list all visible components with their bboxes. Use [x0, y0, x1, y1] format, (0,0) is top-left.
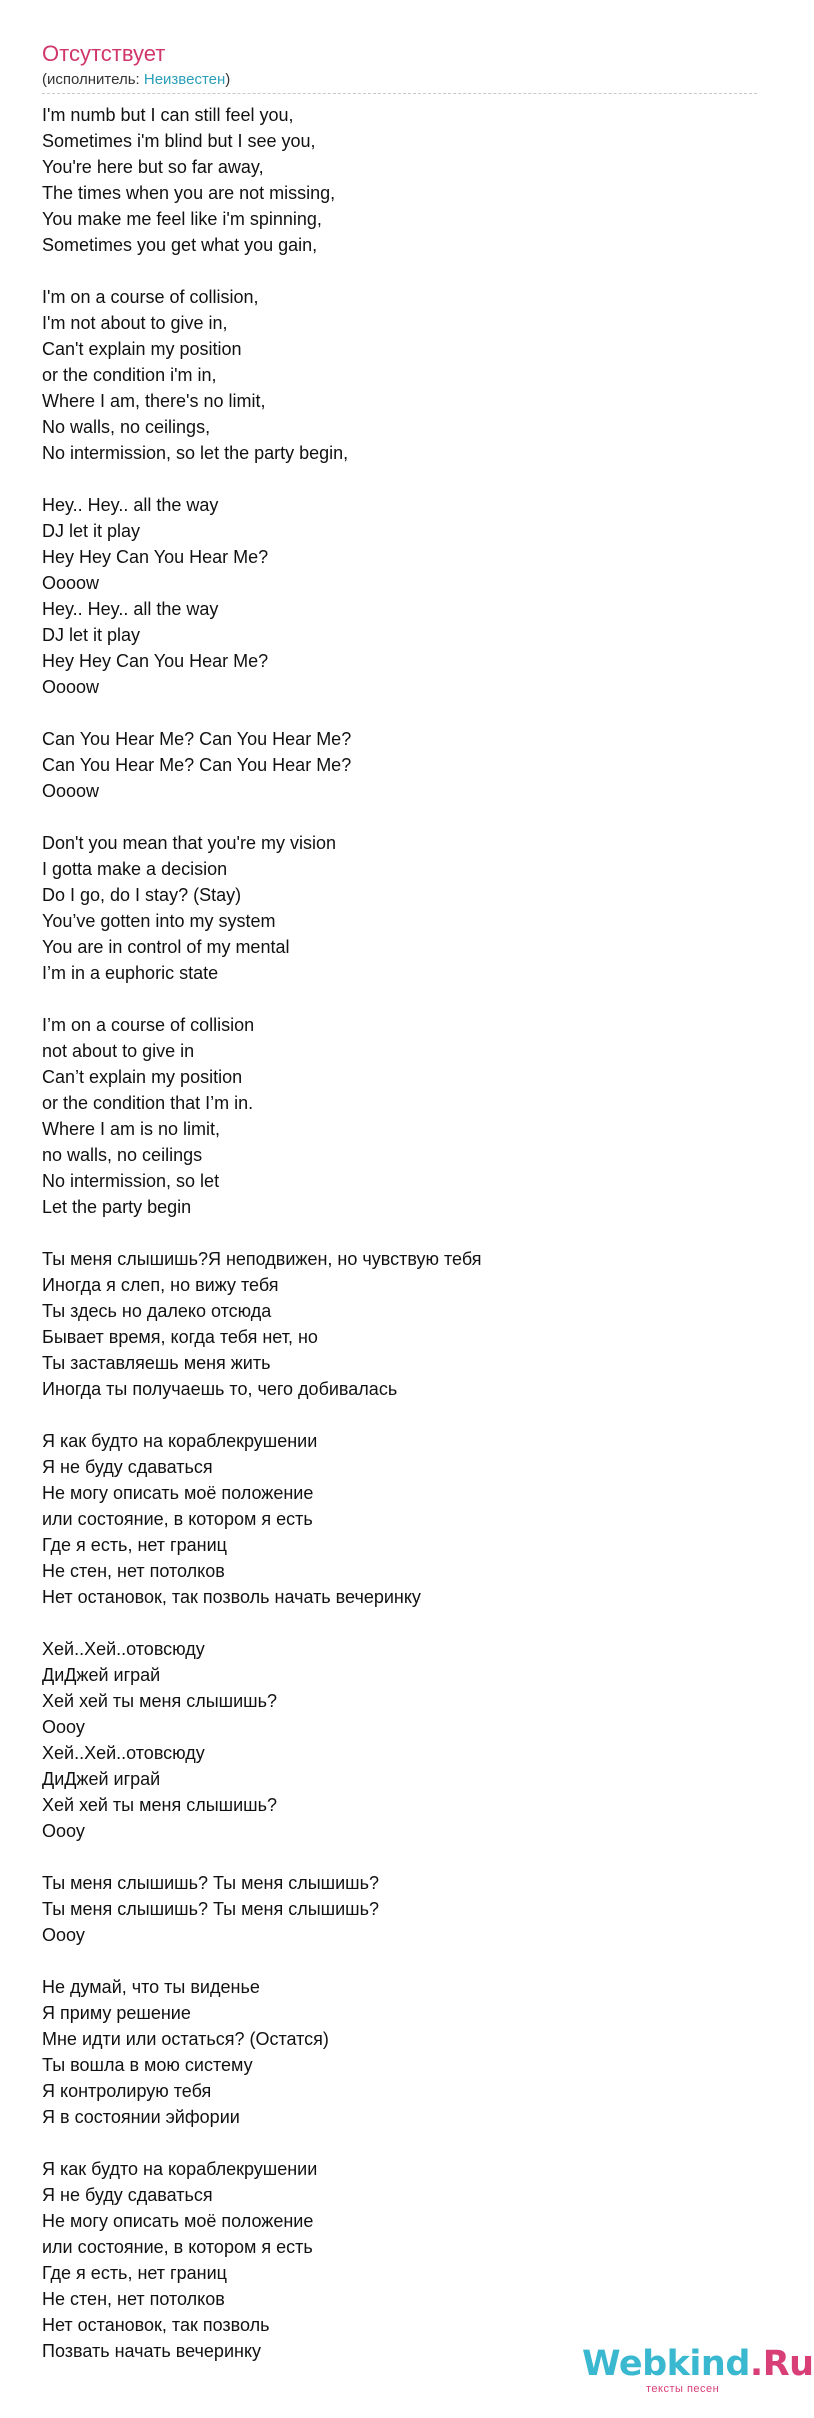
lyrics-stanza [42, 726, 762, 804]
lyrics-body [42, 102, 762, 2390]
lyric-line: No intermission, so let the party begin, [42, 443, 349, 463]
lyrics-stanza [42, 1012, 762, 1220]
lyric-line: I’m on a course of collision [42, 1015, 255, 1035]
lyric-line: I'm not about to give in, [42, 313, 228, 333]
lyric-line: Я контролирую тебя [42, 2081, 212, 2101]
lyric-line: Sometimes you get what you gain, [42, 235, 318, 255]
lyric-line: Хей..Хей..отовсюду [42, 1639, 205, 1659]
lyric-line: Ты меня слышишь? Ты меня слышишь? [42, 1873, 379, 1893]
lyric-line: not about to give in [42, 1041, 195, 1061]
lyric-line: Я как будто на кораблекрушении [42, 2159, 318, 2179]
lyric-line: Where I am, there's no limit, [42, 391, 266, 411]
lyric-line: Позвать начать вечеринку [42, 2341, 262, 2361]
lyrics-stanza [42, 1974, 762, 2130]
lyric-line: Hey.. Hey.. all the way [42, 599, 219, 619]
logo-tld: .Ru [749, 2344, 814, 2384]
logo-tagline: тексты песен [646, 2383, 720, 2395]
lyric-line: Do I go, do I stay? (Stay) [42, 885, 242, 905]
artist-suffix: ) [225, 71, 231, 88]
lyric-line: Where I am is no limit, [42, 1119, 221, 1139]
lyric-line: или состояние, в котором я есть [42, 1509, 313, 1529]
lyrics-stanza [42, 1246, 762, 1402]
lyric-line: Ты вошла в мою систему [42, 2055, 253, 2075]
lyric-line: Ты заставляешь меня жить [42, 1353, 271, 1373]
lyric-line: Don't you mean that you're my vision [42, 833, 337, 853]
lyric-line: No walls, no ceilings, [42, 417, 211, 437]
lyric-line: I’m in a euphoric state [42, 963, 219, 983]
lyric-line: Нет остановок, так позволь [42, 2315, 270, 2335]
lyrics-stanza [42, 830, 762, 986]
lyric-line: Hey Hey Can You Hear Me? [42, 547, 269, 567]
lyric-line: Can’t explain my position [42, 1067, 243, 1087]
artist-prefix: (исполнитель: [42, 71, 144, 88]
lyric-line: Бывает время, когда тебя нет, но [42, 1327, 318, 1347]
lyric-line: I'm numb but I can still feel you, [42, 105, 294, 125]
lyric-line: DJ let it play [42, 521, 141, 541]
lyric-line: Я не буду сдаваться [42, 2185, 213, 2205]
lyric-line: You are in control of my mental [42, 937, 290, 957]
artist-line [42, 71, 230, 89]
lyric-line: Мне идти или остаться? (Остатся) [42, 2029, 329, 2049]
lyric-line: I gotta make a decision [42, 859, 228, 879]
lyric-line: Я не буду сдаваться [42, 1457, 213, 1477]
lyric-line: Я приму решение [42, 2003, 191, 2023]
lyric-line: Can You Hear Me? Can You Hear Me? [42, 729, 352, 749]
lyric-line: I'm on a course of collision, [42, 287, 259, 307]
lyric-line: Ты меня слышишь?Я неподвижен, но чувствую тебя [42, 1249, 482, 1269]
lyric-line: Can You Hear Me? Can You Hear Me? [42, 755, 352, 775]
lyric-line: ДиДжей играй [42, 1769, 161, 1789]
lyric-line: Hey Hey Can You Hear Me? [42, 651, 269, 671]
lyrics-stanza [42, 492, 762, 700]
lyric-line: You make me feel like i'm spinning, [42, 209, 322, 229]
lyric-line: Я в состоянии эйфории [42, 2107, 240, 2127]
lyric-line: Оооу [42, 1821, 85, 1841]
lyrics-stanza [42, 2156, 762, 2364]
lyric-line: Ты меня слышишь? Ты меня слышишь? [42, 1899, 379, 1919]
lyric-line: Хей..Хей..отовсюду [42, 1743, 205, 1763]
lyric-line: или состояние, в котором я есть [42, 2237, 313, 2257]
lyrics-stanza [42, 1428, 762, 1610]
artist-link[interactable]: Неизвестен [143, 71, 226, 88]
lyrics-stanza [42, 284, 762, 466]
lyric-line: Can't explain my position [42, 339, 242, 359]
lyric-line: Не могу описать моё положение [42, 1483, 314, 1503]
lyric-line: Не стен, нет потолков [42, 2289, 225, 2309]
logo-wordmark [582, 2344, 814, 2384]
lyric-line: Oooow [42, 573, 100, 593]
lyric-line: Оооу [42, 1717, 85, 1737]
lyric-line: You're here but so far away, [42, 157, 264, 177]
lyric-line: Let the party begin [42, 1197, 192, 1217]
lyric-line: Не думай, что ты виденье [42, 1977, 260, 1997]
lyric-line: or the condition i'm in, [42, 365, 217, 385]
lyric-line: Хей хей ты меня слышишь? [42, 1795, 277, 1815]
site-logo[interactable] [582, 2344, 814, 2398]
lyric-line: Иногда ты получаешь то, чего добивалась [42, 1379, 398, 1399]
lyric-line: Ты здесь но далеко отсюда [42, 1301, 272, 1321]
lyric-line: Sometimes i'm blind but I see you, [42, 131, 316, 151]
logo-brand: Webkind [582, 2344, 750, 2384]
lyric-line: Я как будто на кораблекрушении [42, 1431, 318, 1451]
lyric-line: Нет остановок, так позволь начать вечеринку [42, 1587, 421, 1607]
lyric-line: No intermission, so let [42, 1171, 220, 1191]
page-title: Отсутствует [42, 41, 166, 66]
lyrics-stanza [42, 1870, 762, 1948]
lyric-line: Не могу описать моё положение [42, 2211, 314, 2231]
lyric-line: no walls, no ceilings [42, 1145, 203, 1165]
lyric-line: Оооу [42, 1925, 85, 1945]
lyric-line: ДиДжей играй [42, 1665, 161, 1685]
lyric-line: Иногда я слеп, но вижу тебя [42, 1275, 279, 1295]
lyrics-stanza [42, 1636, 762, 1844]
lyric-line: Где я есть, нет границ [42, 1535, 227, 1555]
lyric-line: Где я есть, нет границ [42, 2263, 227, 2283]
lyric-line: The times when you are not missing, [42, 183, 336, 203]
lyric-line: Oooow [42, 677, 100, 697]
divider [42, 93, 757, 94]
lyrics-stanza [42, 102, 762, 258]
lyric-line: or the condition that I’m in. [42, 1093, 254, 1113]
lyric-line: Hey.. Hey.. all the way [42, 495, 219, 515]
lyric-line: DJ let it play [42, 625, 141, 645]
lyric-line: Не стен, нет потолков [42, 1561, 225, 1581]
lyric-line: Хей хей ты меня слышишь? [42, 1691, 277, 1711]
lyric-line: You’ve gotten into my system [42, 911, 276, 931]
lyric-line: Oooow [42, 781, 100, 801]
